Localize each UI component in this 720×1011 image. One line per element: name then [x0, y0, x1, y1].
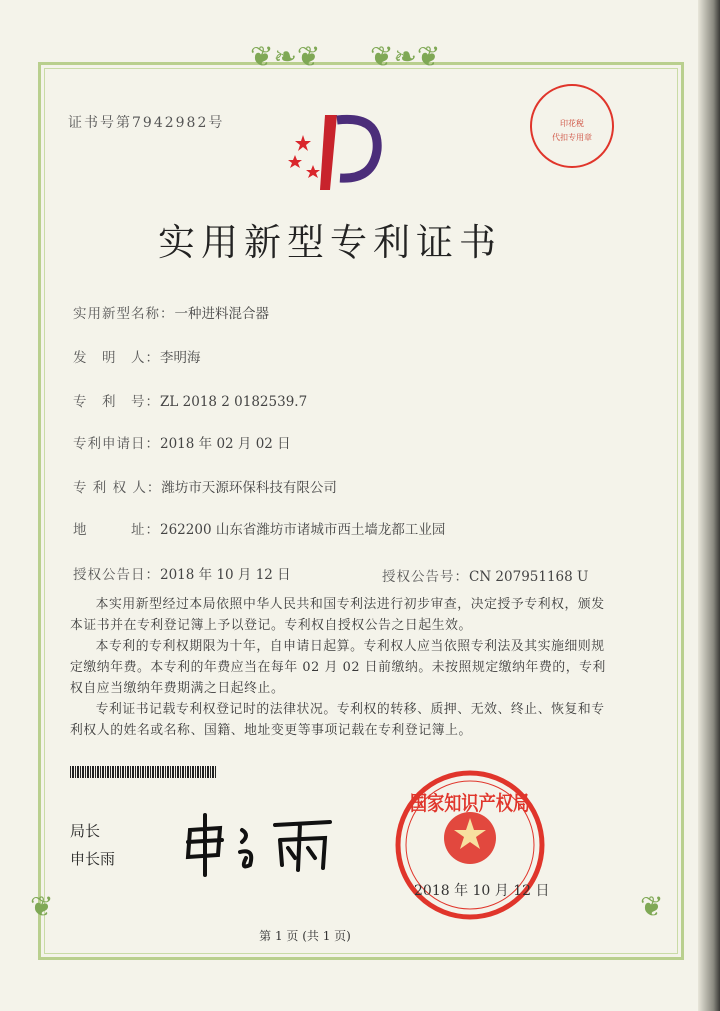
- field-patent-number: 专 利 号：ZL 2018 2 0182539.7: [73, 394, 308, 410]
- corner-ornament-icon: ❦: [640, 890, 664, 923]
- decorative-border: [38, 62, 684, 960]
- paragraph-legal-status: 专利证书记载专利权登记时的法律状况。专利权的转移、质押、无效、终止、恢复和专利权人的姓名或名称、国籍、地址变更等事项记载在专利登记簿上。: [70, 702, 605, 738]
- field-address: 地 址：262200 山东省潍坊市诸城市西土墙龙都工业园: [73, 522, 446, 538]
- field-utility-model-name: 实用新型名称：一种进料混合器: [73, 306, 269, 322]
- paragraph-grant: 本实用新型经过本局依照中华人民共和国专利法进行初步审查，决定授予专利权，颁发本证书并在专利登记簿上予以登记。专利权自授权公告之日起生效。: [70, 597, 605, 633]
- field-grant-date: 授权公告日：2018 年 10 月 12 日: [73, 567, 291, 583]
- scan-edge: [698, 0, 720, 1011]
- cnipa-logo-icon: [285, 110, 395, 195]
- signatory-title: 局长: [70, 822, 101, 840]
- field-application-date: 专利申请日：2018 年 02 月 02 日: [73, 436, 291, 452]
- seal-date: 2018 年 10 月 12 日: [414, 883, 550, 899]
- top-ornament-icon: ❦❧❦: [370, 40, 441, 73]
- svg-text:国家知识产权局: 国家知识产权局: [410, 791, 530, 815]
- field-announcement-number: 授权公告号：CN 207951168 U: [382, 569, 589, 585]
- certificate-title: 实用新型专利证书: [158, 221, 502, 264]
- signature: [180, 810, 340, 880]
- top-ornament-icon: ❦❧❦: [250, 40, 321, 73]
- barcode: [70, 766, 216, 778]
- stamp-duty-seal: [528, 82, 616, 170]
- field-inventor: 发 明 人：李明海: [73, 350, 201, 366]
- svg-text:代扣专用章: 代扣专用章: [552, 133, 592, 142]
- page-footer: 第 1 页 (共 1 页): [259, 929, 351, 943]
- certificate-number: 证书号第7942982号: [68, 115, 225, 131]
- corner-ornament-icon: ❦: [30, 890, 54, 923]
- svg-text:印花税: 印花税: [560, 119, 584, 128]
- field-patentee: 专 利 权 人：潍坊市天源环保科技有限公司: [73, 480, 337, 496]
- paragraph-term: 本专利的专利权期限为十年，自申请日起算。专利权人应当依照专利法及其实施细则规定缴纳年费。本专利的年费应当在每年 02 月 02 日前缴纳。未按照规定缴纳年费的，专利权自应当缴纳年费期满之日起终止。: [70, 639, 606, 696]
- signatory-name: 申长雨: [70, 850, 116, 868]
